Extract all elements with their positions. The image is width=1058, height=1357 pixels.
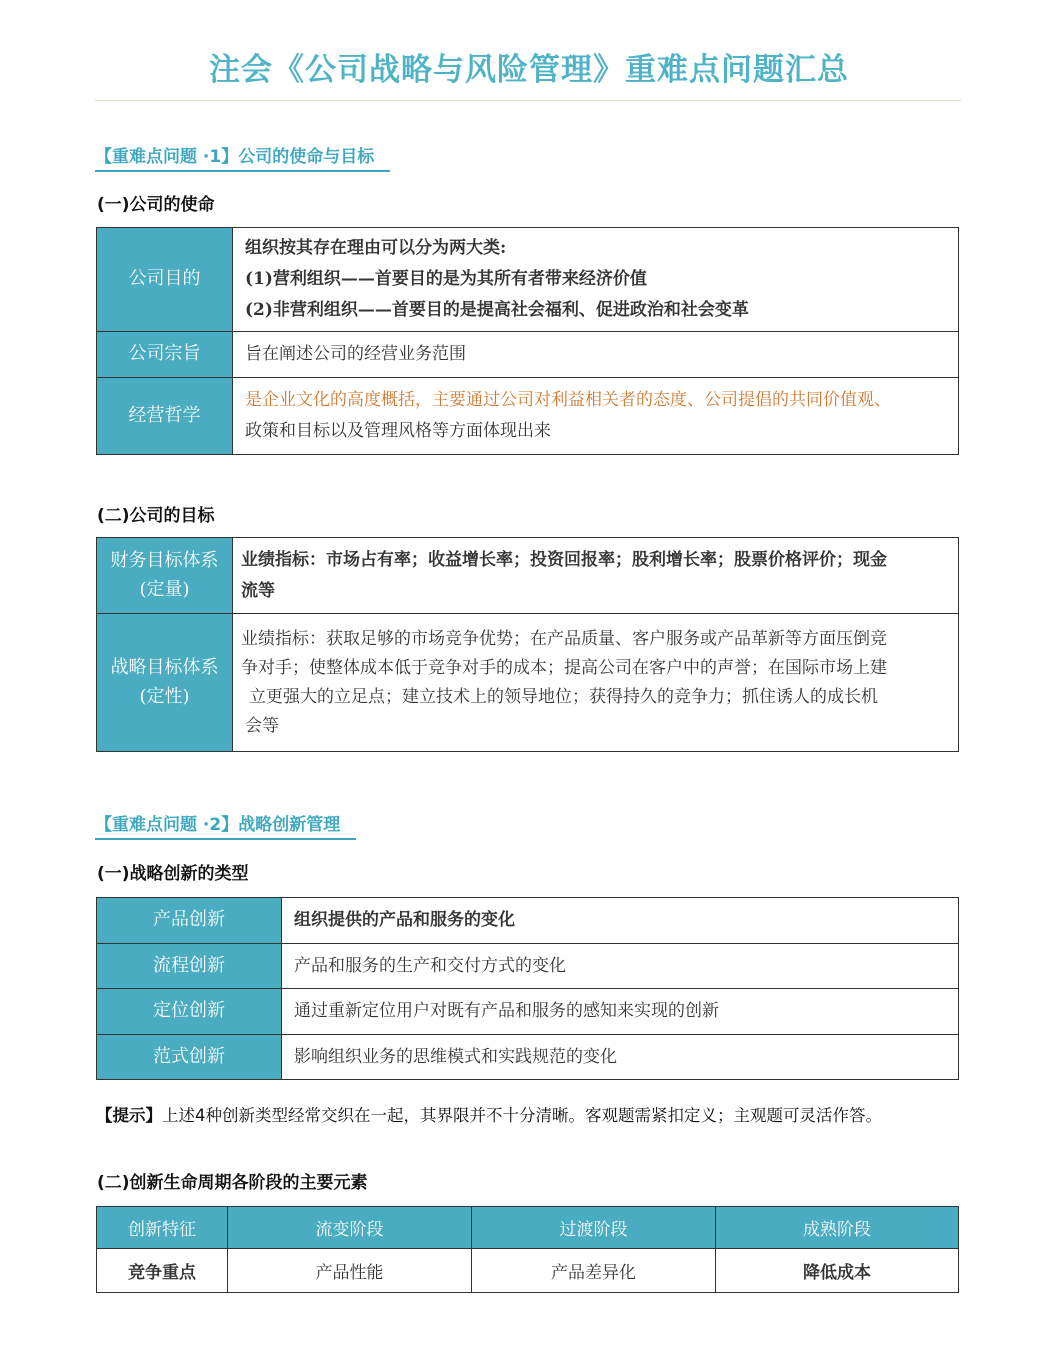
label-line: 战略目标体系 <box>110 656 219 678</box>
table-row <box>97 898 959 944</box>
row-content: 组织提供的产品和服务的变化 <box>282 898 959 944</box>
highlighted-text: 是企业文化的高度概括，主要通过公司对利益相关者的态度、公司提倡的共同价值观、 <box>245 390 891 410</box>
row-label: 经营哲学 <box>97 378 233 455</box>
column-header: 流变阶段 <box>228 1207 472 1249</box>
row-label: 产品创新 <box>97 898 282 944</box>
table-row <box>97 378 959 455</box>
innovation-types-heading: (一)战略创新的类型 <box>97 864 249 884</box>
tip-note <box>96 1102 976 1126</box>
row-label: 定位创新 <box>97 989 282 1035</box>
goals-table <box>96 537 959 752</box>
label-line: 财务目标体系 <box>110 549 219 571</box>
document-title: 注会《公司战略与风险管理》重难点问题汇总 <box>209 52 849 88</box>
table-cell: 竞争重点 <box>97 1249 228 1293</box>
tip-text: 上述4种创新类型经常交织在一起，其界限并不十分清晰。客观题需紧扣定义；主观题可灵活作答。 <box>162 1106 882 1125</box>
row-label <box>97 614 233 752</box>
row-content: 通过重新定位用户对既有产品和服务的感知来实现的创新 <box>282 989 959 1035</box>
row-content <box>233 538 959 614</box>
table-cell: 产品性能 <box>228 1249 472 1293</box>
column-header: 成熟阶段 <box>716 1207 959 1249</box>
row-content: 旨在阐述公司的经营业务范围 <box>233 332 959 378</box>
table-row <box>97 1035 959 1080</box>
content-line: 业绩指标：获取足够的市场竞争优势；在产品质量、客户服务或产品革新等方面压倒竞 <box>241 628 887 649</box>
row-label: 流程创新 <box>97 944 282 989</box>
content-line: (2)非营利组织——首要目的是提高社会福利、促进政治和社会变革 <box>245 300 749 320</box>
mission-table <box>96 227 959 455</box>
table-cell: 降低成本 <box>716 1249 959 1293</box>
row-content <box>233 228 959 332</box>
content-line: 会等 <box>245 715 279 736</box>
content-line: 流等 <box>241 580 275 601</box>
content-line: (1)营利组织——首要目的是为其所有者带来经济价值 <box>245 269 647 289</box>
row-content <box>233 614 959 752</box>
content-line: 业绩指标：市场占有率；收益增长率；投资回报率；股利增长率；股票价格评价；现金 <box>241 549 887 570</box>
section-2-heading: 【重难点问题 ·2】战略创新管理 <box>95 810 356 840</box>
column-header: 创新特征 <box>97 1207 228 1249</box>
table-row <box>97 228 959 332</box>
column-header: 过渡阶段 <box>472 1207 716 1249</box>
table-row <box>97 1249 959 1293</box>
lifecycle-table <box>96 1206 959 1293</box>
row-label: 范式创新 <box>97 1035 282 1080</box>
label-line: (定量) <box>139 578 190 600</box>
table-row <box>97 538 959 614</box>
innovation-types-table <box>96 897 959 1080</box>
mission-heading: (一)公司的使命 <box>97 195 215 215</box>
row-content <box>233 378 959 455</box>
content-line: 争对手；使整体成本低于竞争对手的成本；提高公司在客户中的声誉；在国际市场上建 <box>241 657 887 678</box>
table-row <box>97 944 959 989</box>
row-content: 影响组织业务的思维模式和实践规范的变化 <box>282 1035 959 1080</box>
tip-prefix: 【提示】 <box>96 1106 162 1125</box>
table-cell: 产品差异化 <box>472 1249 716 1293</box>
section-1-heading: 【重难点问题 ·1】公司的使命与目标 <box>95 142 390 172</box>
content-line: 政策和目标以及管理风格等方面体现出来 <box>245 421 551 441</box>
lifecycle-heading: (二)创新生命周期各阶段的主要元素 <box>97 1173 368 1193</box>
row-content: 产品和服务的生产和交付方式的变化 <box>282 944 959 989</box>
table-header-row <box>97 1207 959 1249</box>
row-label <box>97 538 233 614</box>
row-label: 公司宗旨 <box>97 332 233 378</box>
table-row <box>97 989 959 1035</box>
title-divider <box>95 100 961 101</box>
label-line: (定性) <box>139 685 190 707</box>
content-line: 立更强大的立足点；建立技术上的领导地位；获得持久的竞争力；抓住诱人的成长机 <box>249 686 878 707</box>
table-row <box>97 614 959 752</box>
goals-heading: (二)公司的目标 <box>97 506 215 526</box>
table-row <box>97 332 959 378</box>
content-line: 组织按其存在理由可以分为两大类: <box>245 238 507 258</box>
row-label: 公司目的 <box>97 228 233 332</box>
